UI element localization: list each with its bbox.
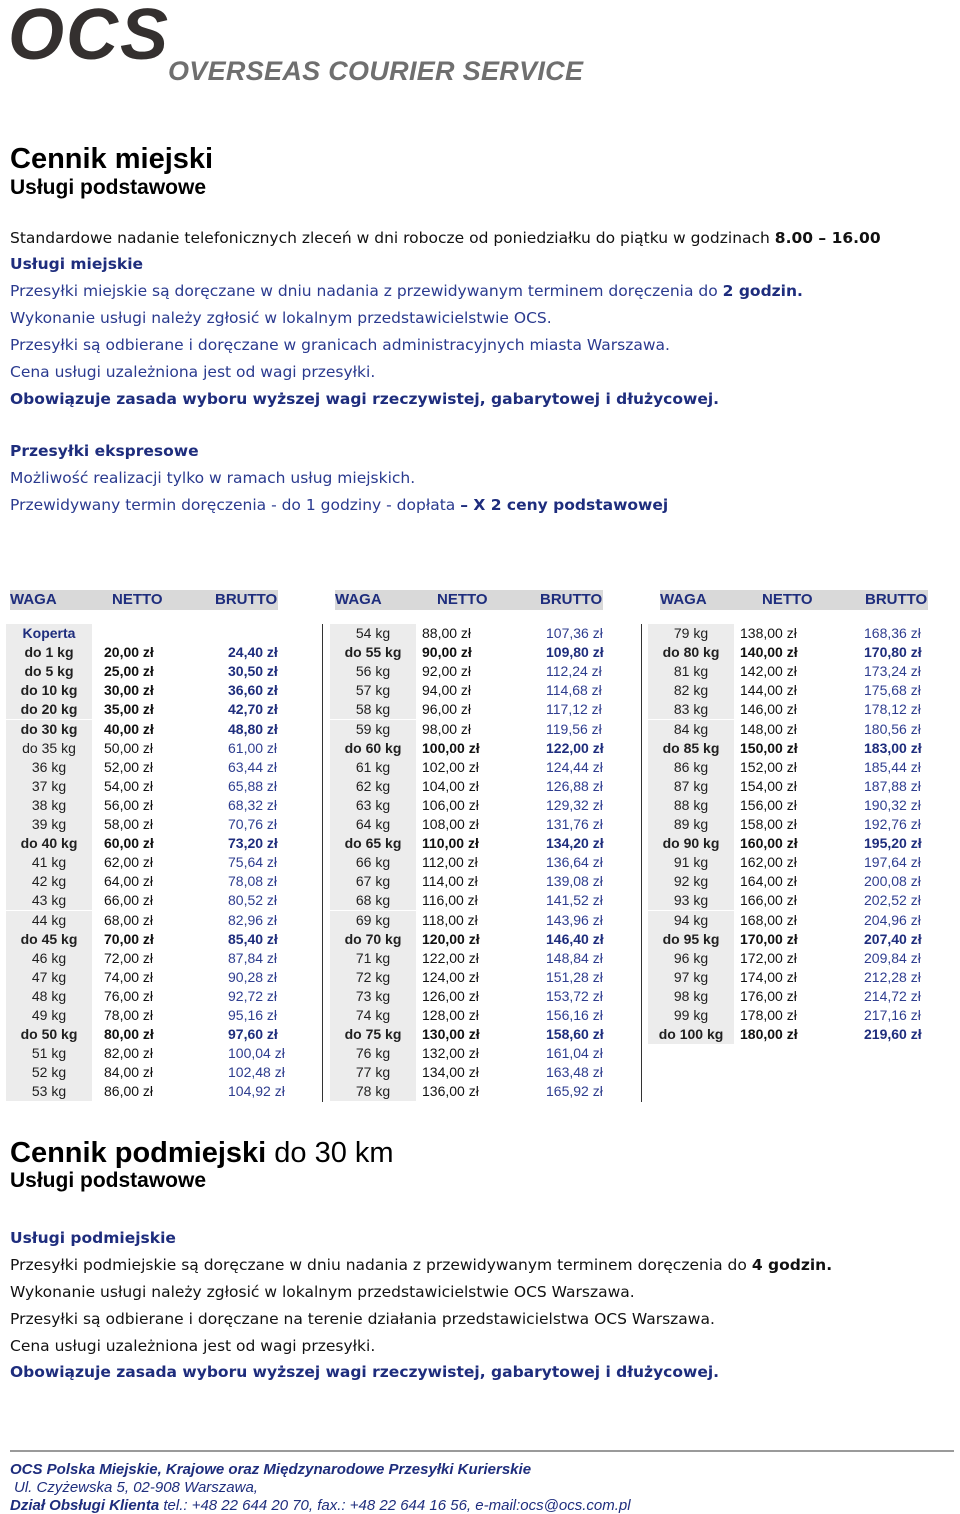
netto-cell: 142,00 zł — [740, 663, 797, 680]
netto-cell: 164,00 zł — [740, 873, 797, 890]
brutto-cell: 161,04 zł — [546, 1045, 603, 1062]
brutto-cell: 70,76 zł — [228, 816, 278, 832]
weight-cell: 56 kg — [330, 662, 416, 681]
weight-cell: 81 kg — [648, 662, 734, 681]
weight-cell: 74 kg — [330, 1006, 416, 1025]
express-surcharge-line — [10, 495, 668, 515]
footer-contact — [10, 1497, 631, 1514]
weight-cell: 96 kg — [648, 949, 734, 968]
weight-cell: 69 kg — [330, 911, 416, 930]
weight-cell: do 90 kg — [648, 834, 734, 853]
netto-cell: 98,00 zł — [422, 720, 472, 737]
brutto-cell: 119,56 zł — [546, 720, 602, 737]
weight-cell: 86 kg — [648, 758, 734, 777]
weight-cell: do 5 kg — [6, 662, 92, 681]
suburb-title-bold: Cennik podmiejski — [10, 1137, 267, 1169]
suburb-services-heading: Usługi podmiejskie — [10, 1229, 176, 1247]
header-brutto: BRUTTO — [540, 591, 603, 608]
netto-cell: 35,00 zł — [104, 701, 154, 718]
netto-cell: 54,00 zł — [104, 777, 154, 794]
netto-cell: 126,00 zł — [422, 987, 479, 1004]
weight-cell: do 20 kg — [6, 700, 92, 719]
netto-cell: 124,00 zł — [422, 968, 479, 985]
brutto-cell: 68,32 zł — [228, 796, 278, 813]
netto-cell: 176,00 zł — [740, 987, 797, 1004]
weight-cell: 87 kg — [648, 777, 734, 796]
netto-cell: 25,00 zł — [104, 663, 154, 680]
weight-cell: do 70 kg — [330, 930, 416, 949]
brutto-cell: 95,16 zł — [228, 1007, 278, 1023]
brutto-cell: 146,40 zł — [546, 930, 604, 947]
weight-cell: 43 kg — [6, 891, 92, 910]
netto-cell: 78,00 zł — [104, 1007, 154, 1023]
dispatch-hours-bold: 8.00 – 16.00 — [774, 229, 881, 247]
header-waga: WAGA — [660, 591, 707, 608]
netto-cell: 172,00 zł — [740, 949, 797, 966]
netto-cell: 180,00 zł — [740, 1026, 798, 1043]
weight-cell: 41 kg — [6, 853, 92, 872]
netto-cell: 102,00 zł — [422, 758, 479, 775]
weight-cell: 91 kg — [648, 853, 734, 872]
netto-cell: 118,00 zł — [422, 911, 478, 928]
city-weight-line: Cena usługi uzależniona jest od wagi przesyłki. — [10, 363, 376, 381]
logo-text: OVERSEAS COURIER SERVICE — [168, 56, 584, 86]
city-delivery-bold: 2 godzin. — [722, 282, 803, 300]
brutto-cell: 180,56 zł — [864, 720, 921, 737]
weight-cell: 38 kg — [6, 796, 92, 815]
brutto-cell: 82,96 zł — [228, 911, 278, 928]
city-price-title: Cennik miejski — [10, 143, 214, 175]
footer-address: Ul. Czyżewska 5, 02-908 Warszawa, — [14, 1479, 258, 1496]
brutto-cell: 190,32 zł — [864, 796, 921, 813]
netto-cell: 122,00 zł — [422, 949, 479, 966]
weight-cell: 73 kg — [330, 987, 416, 1006]
footer-divider — [10, 1450, 954, 1452]
weight-cell: 57 kg — [330, 681, 416, 700]
suburb-title-range: do 30 km — [266, 1137, 394, 1169]
weight-cell: do 10 kg — [6, 681, 92, 700]
express-line: Możliwość realizacji tylko w ramach usług miejskich. — [10, 469, 416, 487]
footer-dept: Dział Obsługi Klienta — [10, 1497, 160, 1514]
netto-cell: 156,00 zł — [740, 796, 797, 813]
brutto-cell: 209,84 zł — [864, 949, 921, 966]
brutto-cell: 165,92 zł — [546, 1083, 603, 1100]
netto-cell: 20,00 zł — [104, 644, 154, 661]
netto-cell: 108,00 zł — [422, 816, 479, 832]
brutto-cell: 136,64 zł — [546, 854, 603, 871]
brutto-cell: 143,96 zł — [546, 911, 603, 928]
express-heading: Przesyłki ekspresowe — [10, 442, 199, 460]
brutto-cell: 156,16 zł — [546, 1007, 603, 1023]
brutto-cell: 153,72 zł — [546, 987, 603, 1004]
netto-cell: 116,00 zł — [422, 892, 478, 909]
weight-cell: do 40 kg — [6, 834, 92, 853]
weight-cell: 64 kg — [330, 815, 416, 834]
suburb-order-line: Wykonanie usługi należy zgłosić w lokalnym przedstawicielstwie OCS Warszawa. — [10, 1283, 635, 1301]
weight-cell: 37 kg — [6, 777, 92, 796]
weight-cell: do 1 kg — [6, 643, 92, 662]
netto-cell: 138,00 zł — [740, 625, 797, 641]
brutto-cell: 202,52 zł — [864, 892, 921, 909]
brutto-cell: 185,44 zł — [864, 758, 921, 775]
brutto-cell: 207,40 zł — [864, 930, 922, 947]
netto-cell: 110,00 zł — [422, 835, 479, 852]
netto-cell: 62,00 zł — [104, 854, 154, 871]
brutto-cell: 85,40 zł — [228, 930, 278, 947]
weight-cell: 84 kg — [648, 720, 734, 739]
brutto-cell: 131,76 zł — [546, 816, 603, 832]
brutto-cell: 124,44 zł — [546, 758, 603, 775]
weight-cell: 58 kg — [330, 700, 416, 719]
netto-cell: 148,00 zł — [740, 720, 797, 737]
weight-cell: 72 kg — [330, 968, 416, 987]
brutto-cell: 200,08 zł — [864, 873, 921, 890]
brutto-cell: 163,48 zł — [546, 1064, 603, 1081]
weight-cell: do 30 kg — [6, 720, 92, 739]
weight-cell: Koperta — [6, 624, 92, 643]
weight-cell: 98 kg — [648, 987, 734, 1006]
brutto-cell: 30,50 zł — [228, 663, 278, 680]
header-netto: NETTO — [762, 591, 813, 608]
brutto-cell: 170,80 zł — [864, 644, 922, 661]
express-surcharge-text: Przewidywany termin doręczenia - do 1 godziny - dopłata — [10, 496, 461, 514]
table-header-3 — [660, 590, 928, 610]
brutto-cell: 48,80 zł — [228, 720, 278, 737]
brutto-cell: 129,32 zł — [546, 796, 603, 813]
weight-cell: 94 kg — [648, 911, 734, 930]
netto-cell: 56,00 zł — [104, 796, 154, 813]
weight-cell: 66 kg — [330, 853, 416, 872]
weight-cell: 53 kg — [6, 1082, 92, 1101]
weight-cell: do 80 kg — [648, 643, 734, 662]
netto-cell: 158,00 zł — [740, 816, 797, 832]
weight-cell: 47 kg — [6, 968, 92, 987]
brutto-cell: 107,36 zł — [546, 625, 603, 641]
netto-cell: 146,00 zł — [740, 701, 797, 718]
brutto-cell: 36,60 zł — [228, 682, 278, 699]
brutto-cell: 219,60 zł — [864, 1026, 922, 1043]
netto-cell: 168,00 zł — [740, 911, 797, 928]
suburb-delivery-line — [10, 1255, 832, 1275]
suburb-delivery-text: Przesyłki podmiejskie są doręczane w dniu nadania z przewidywanym terminem doręczenia do — [10, 1256, 752, 1274]
city-delivery-text: Przesyłki miejskie są doręczane w dniu nadania z przewidywanym terminem doręczenia do — [10, 282, 723, 300]
weight-cell: 42 kg — [6, 872, 92, 891]
netto-cell: 140,00 zł — [740, 644, 798, 661]
suburb-subtitle: Usługi podstawowe — [10, 1169, 207, 1192]
brutto-cell: 175,68 zł — [864, 682, 921, 699]
dispatch-hours-line — [10, 228, 881, 248]
netto-cell: 96,00 zł — [422, 701, 472, 718]
weight-cell: 51 kg — [6, 1044, 92, 1063]
brutto-cell: 114,68 zł — [546, 682, 602, 699]
city-order-line: Wykonanie usługi należy zgłosić w lokalnym przedstawicielstwie OCS. — [10, 309, 552, 327]
netto-cell: 166,00 zł — [740, 892, 797, 909]
netto-cell: 112,00 zł — [422, 854, 478, 871]
footer-company: OCS Polska Miejskie, Krajowe oraz Międzynarodowe Przesyłki Kurierskie — [10, 1461, 532, 1478]
brutto-cell: 80,52 zł — [228, 892, 278, 909]
brutto-cell: 90,28 zł — [228, 968, 278, 985]
netto-cell: 86,00 zł — [104, 1083, 154, 1100]
suburb-price-title — [10, 1136, 394, 1170]
weight-cell: do 65 kg — [330, 834, 416, 853]
brutto-cell: 151,28 zł — [546, 968, 603, 985]
netto-cell: 88,00 zł — [422, 625, 472, 641]
table-header-2 — [335, 590, 603, 610]
brutto-cell: 158,60 zł — [546, 1026, 604, 1043]
netto-cell: 60,00 zł — [104, 835, 154, 852]
netto-cell: 84,00 zł — [104, 1064, 154, 1081]
header-waga: WAGA — [10, 591, 57, 608]
netto-cell: 58,00 zł — [104, 816, 154, 832]
brutto-cell: 109,80 zł — [546, 644, 604, 661]
brutto-cell: 102,48 zł — [228, 1064, 285, 1081]
weight-cell: 93 kg — [648, 891, 734, 910]
netto-cell: 160,00 zł — [740, 835, 798, 852]
netto-cell: 120,00 zł — [422, 930, 480, 947]
netto-cell: 80,00 zł — [104, 1026, 154, 1043]
netto-cell: 144,00 zł — [740, 682, 797, 699]
weight-cell: 49 kg — [6, 1006, 92, 1025]
netto-cell: 132,00 zł — [422, 1045, 479, 1062]
netto-cell: 114,00 zł — [422, 873, 478, 890]
netto-cell: 74,00 zł — [104, 968, 154, 985]
brutto-cell: 126,88 zł — [546, 777, 603, 794]
suburb-weight-rule-line: Obowiązuje zasada wyboru wyższej wagi rzeczywistej, gabarytowej i dłużycowej. — [10, 1363, 720, 1381]
brutto-cell: 112,24 zł — [546, 663, 602, 680]
brutto-cell: 173,24 zł — [864, 663, 921, 680]
brutto-cell: 141,52 zł — [546, 892, 603, 909]
brutto-cell: 217,16 zł — [864, 1007, 921, 1023]
weight-cell: 36 kg — [6, 758, 92, 777]
city-subtitle: Usługi podstawowe — [10, 176, 207, 199]
weight-cell: 67 kg — [330, 872, 416, 891]
city-delivery-line — [10, 281, 803, 301]
brutto-cell: 168,36 zł — [864, 625, 921, 641]
weight-cell: 78 kg — [330, 1082, 416, 1101]
brutto-cell: 104,92 zł — [228, 1083, 285, 1100]
weight-cell: 82 kg — [648, 681, 734, 700]
brutto-cell: 214,72 zł — [864, 987, 921, 1004]
weight-cell: 97 kg — [648, 968, 734, 987]
header-brutto: BRUTTO — [865, 591, 928, 608]
header-brutto: BRUTTO — [215, 591, 278, 608]
weight-cell: 83 kg — [648, 700, 734, 719]
weight-cell: 89 kg — [648, 815, 734, 834]
brutto-cell: 63,44 zł — [228, 758, 278, 775]
header-waga: WAGA — [335, 591, 382, 608]
netto-cell: 92,00 zł — [422, 663, 472, 680]
netto-cell: 50,00 zł — [104, 739, 154, 756]
weight-cell: 52 kg — [6, 1063, 92, 1082]
netto-cell: 174,00 zł — [740, 968, 797, 985]
netto-cell: 90,00 zł — [422, 644, 472, 661]
suburb-weight-line: Cena usługi uzależniona jest od wagi przesyłki. — [10, 1337, 376, 1355]
netto-cell: 94,00 zł — [422, 682, 472, 699]
brutto-cell: 75,64 zł — [228, 854, 278, 871]
brutto-cell: 97,60 zł — [228, 1026, 278, 1043]
weight-cell: do 100 kg — [648, 1025, 734, 1044]
weight-cell: do 55 kg — [330, 643, 416, 662]
column-divider — [322, 624, 323, 1102]
weight-cell: do 85 kg — [648, 739, 734, 758]
dispatch-hours-text: Standardowe nadanie telefonicznych zleceń w dni robocze od poniedziałku do piątku w godzinach — [10, 229, 775, 247]
netto-cell: 66,00 zł — [104, 892, 154, 909]
brutto-cell: 195,20 zł — [864, 835, 922, 852]
city-area-line: Przesyłki są odbierane i doręczane w granicach administracyjnych miasta Warszawa. — [10, 336, 670, 354]
brutto-cell: 122,00 zł — [546, 739, 604, 756]
netto-cell: 170,00 zł — [740, 930, 798, 947]
weight-cell: 77 kg — [330, 1063, 416, 1082]
weight-cell: 39 kg — [6, 815, 92, 834]
brutto-cell: 134,20 zł — [546, 835, 604, 852]
brutto-cell: 212,28 zł — [864, 968, 921, 985]
weight-cell: 61 kg — [330, 758, 416, 777]
brutto-cell: 87,84 zł — [228, 949, 278, 966]
netto-cell: 136,00 zł — [422, 1083, 479, 1100]
weight-cell: 62 kg — [330, 777, 416, 796]
netto-cell: 70,00 zł — [104, 930, 154, 947]
netto-cell: 152,00 zł — [740, 758, 797, 775]
weight-cell: 44 kg — [6, 911, 92, 930]
weight-cell: do 95 kg — [648, 930, 734, 949]
netto-cell: 162,00 zł — [740, 854, 797, 871]
weight-cell: do 35 kg — [6, 739, 92, 758]
suburb-area-line: Przesyłki są odbierane i doręczane na terenie działania przedstawicielstwa OCS Warszawa. — [10, 1310, 715, 1328]
weight-cell: do 45 kg — [6, 930, 92, 949]
brutto-cell: 187,88 zł — [864, 777, 921, 794]
weight-cell: 68 kg — [330, 891, 416, 910]
netto-cell: 150,00 zł — [740, 739, 798, 756]
netto-cell: 154,00 zł — [740, 777, 797, 794]
weight-cell: do 60 kg — [330, 739, 416, 758]
brutto-cell: 65,88 zł — [228, 777, 278, 794]
brutto-cell: 92,72 zł — [228, 987, 278, 1004]
city-services-heading: Usługi miejskie — [10, 255, 144, 273]
netto-cell: 52,00 zł — [104, 758, 154, 775]
brutto-cell: 61,00 zł — [228, 739, 278, 756]
brutto-cell: 117,12 zł — [546, 701, 602, 718]
netto-cell: 30,00 zł — [104, 682, 154, 699]
netto-cell: 128,00 zł — [422, 1007, 479, 1023]
netto-cell: 82,00 zł — [104, 1045, 154, 1062]
weight-cell: 88 kg — [648, 796, 734, 815]
netto-cell: 178,00 zł — [740, 1007, 797, 1023]
netto-cell: 134,00 zł — [422, 1064, 479, 1081]
suburb-delivery-bold: 4 godzin. — [751, 1256, 833, 1274]
netto-cell: 130,00 zł — [422, 1026, 480, 1043]
netto-cell: 68,00 zł — [104, 911, 154, 928]
weight-cell: do 75 kg — [330, 1025, 416, 1044]
brutto-cell: 148,84 zł — [546, 949, 603, 966]
brutto-cell: 139,08 zł — [546, 873, 603, 890]
weight-cell: 59 kg — [330, 720, 416, 739]
netto-cell: 40,00 zł — [104, 720, 154, 737]
header-netto: NETTO — [112, 591, 163, 608]
column-divider — [641, 624, 642, 1102]
weight-cell: 46 kg — [6, 949, 92, 968]
brutto-cell: 178,12 zł — [864, 701, 921, 718]
table-header-1 — [10, 590, 278, 610]
brutto-cell: 192,76 zł — [864, 816, 921, 832]
brutto-cell: 24,40 zł — [228, 644, 278, 661]
weight-cell: 76 kg — [330, 1044, 416, 1063]
logo-mark: OCS — [8, 0, 171, 75]
weight-cell: 48 kg — [6, 987, 92, 1006]
netto-cell: 64,00 zł — [104, 873, 154, 890]
weight-cell: do 50 kg — [6, 1025, 92, 1044]
express-surcharge-bold: – X 2 ceny podstawowej — [460, 496, 669, 514]
netto-cell: 72,00 zł — [104, 949, 154, 966]
netto-cell: 100,00 zł — [422, 739, 480, 756]
header-netto: NETTO — [437, 591, 488, 608]
netto-cell: 106,00 zł — [422, 796, 479, 813]
brutto-cell: 73,20 zł — [228, 835, 278, 852]
brutto-cell: 78,08 zł — [228, 873, 278, 890]
weight-cell: 79 kg — [648, 624, 734, 643]
brutto-cell: 100,04 zł — [228, 1045, 285, 1062]
weight-cell: 54 kg — [330, 624, 416, 643]
weight-cell: 92 kg — [648, 872, 734, 891]
weight-cell: 63 kg — [330, 796, 416, 815]
brutto-cell: 42,70 zł — [228, 701, 278, 718]
footer-contact-details: tel.: +48 22 644 20 70, fax.: +48 22 644 16 56, e-mail:ocs@ocs.com.pl — [159, 1497, 631, 1514]
netto-cell: 76,00 zł — [104, 987, 154, 1004]
netto-cell: 104,00 zł — [422, 777, 479, 794]
city-weight-rule-line: Obowiązuje zasada wyboru wyższej wagi rzeczywistej, gabarytowej i dłużycowej. — [10, 390, 720, 408]
weight-cell: 71 kg — [330, 949, 416, 968]
brutto-cell: 183,00 zł — [864, 739, 922, 756]
brutto-cell: 204,96 zł — [864, 911, 921, 928]
weight-cell: 99 kg — [648, 1006, 734, 1025]
ocs-logo — [8, 0, 584, 92]
brutto-cell: 197,64 zł — [864, 854, 921, 871]
